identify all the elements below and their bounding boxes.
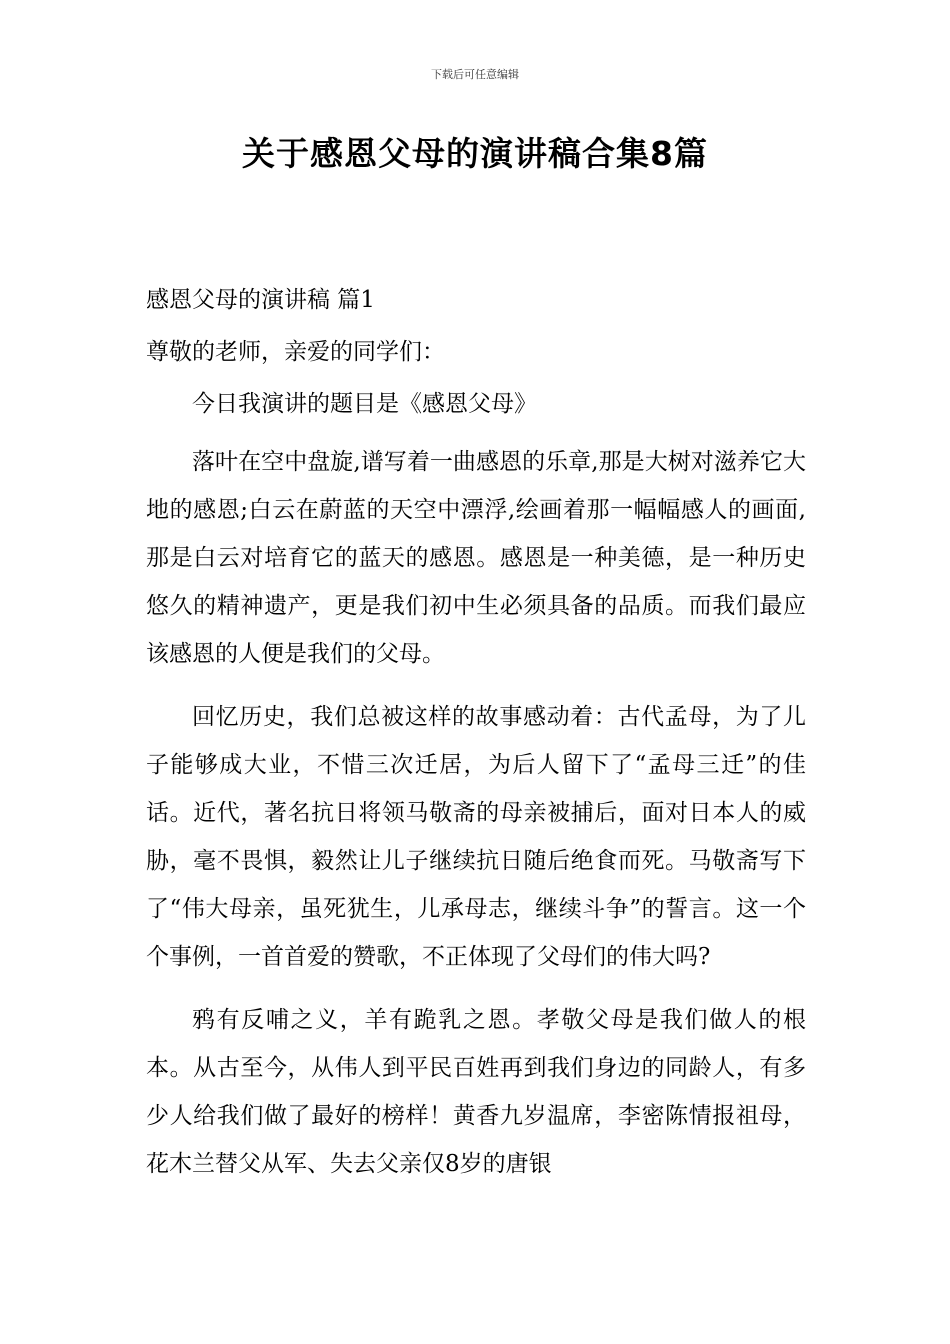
document-title: 关于感恩父母的演讲稿合集8篇 [242,134,708,173]
salutation: 尊敬的老师，亲爱的同学们： [146,339,445,365]
section-heading: 感恩父母的演讲稿 篇1 [146,287,375,313]
document-body [146,282,806,1203]
paragraph: 回忆历史，我们总被这样的故事感动着：古代孟母，为了儿子能够成大业，不惜三次迁居，为后人留下了“孟母三迁”的佳话。近代，著名抗日将领马敬斋的母亲被捕后，面对日本人的威胁，毫不畏惧，毅然让儿子继续抗日随后绝食而死。马敬斋写下了“伟大母亲，虽死犹生，儿承母志，继续斗争”的誓言。这一个个事例，一首首爱的赞歌，不正体现了父母们的伟大吗? [146,704,806,970]
paragraph: 落叶在空中盘旋,谱写着一曲感恩的乐章,那是大树对滋养它大地的感恩;白云在蔚蓝的天空中漂浮,绘画着那一幅幅感人的画面,那是白云对培育它的蓝天的感恩。感恩是一种美德，是一种历史悠久的精神遗产，更是我们初中生必须具备的品质。而我们最应该感恩的人便是我们的父母。 [146,449,806,667]
paragraph: 鸦有反哺之义，羊有跪乳之恩。孝敬父母是我们做人的根本。从古至今，从伟人到平民百姓再到我们身边的同龄人，有多少人给我们做了最好的榜样！黄香九岁温席，李密陈情报祖母，花木兰替父从军、失去父亲仅8岁的唐银 [146,1007,806,1177]
header-note: 下载后可任意编辑 [431,68,519,81]
paragraph: 今日我演讲的题目是《感恩父母》 [192,391,537,417]
